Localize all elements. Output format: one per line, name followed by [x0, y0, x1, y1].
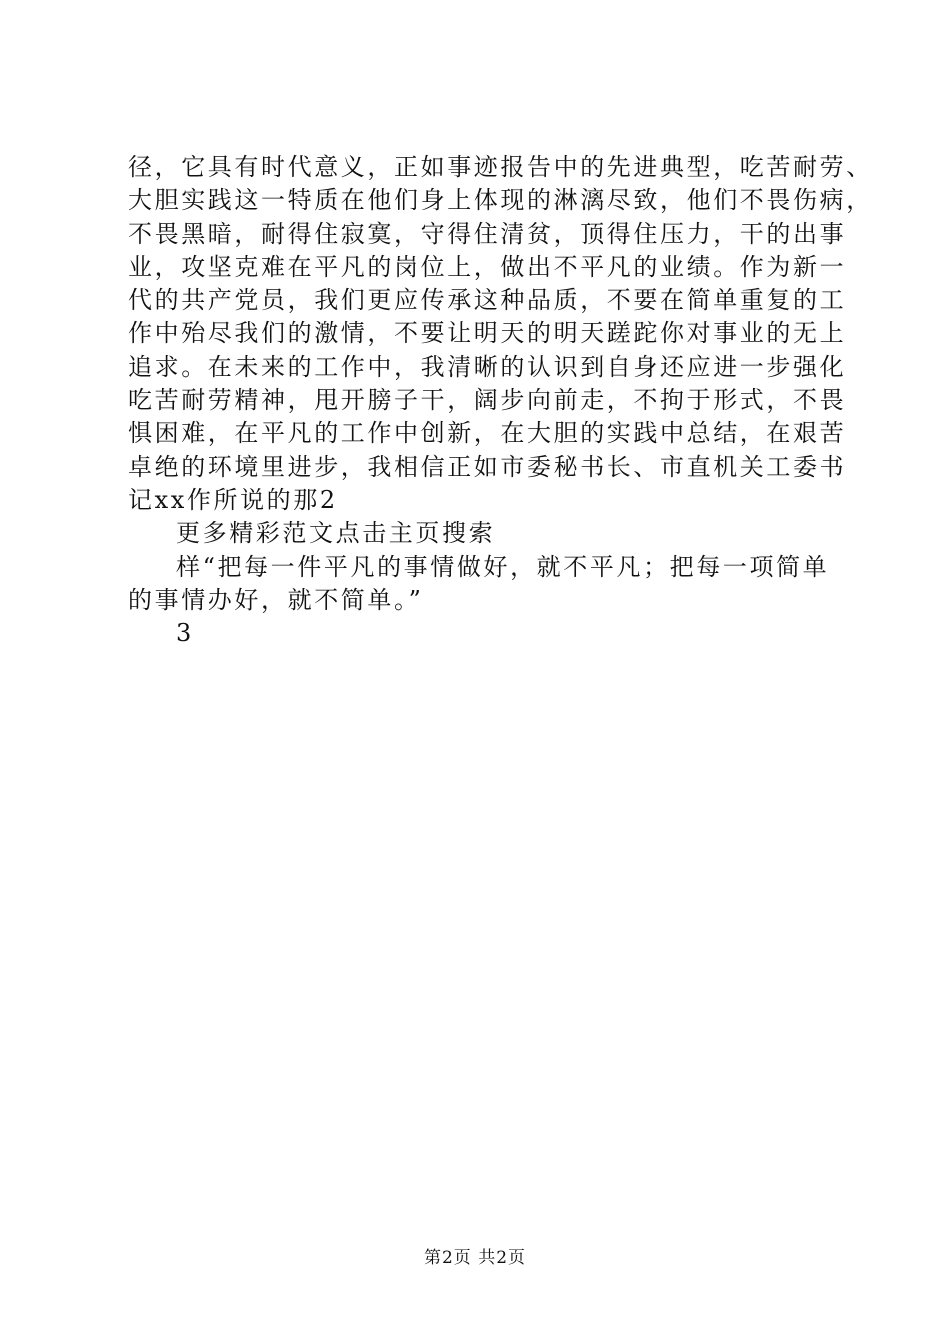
paragraph-line: 记xx作所说的那2 — [128, 485, 338, 514]
paragraph-line: 代的共产党员，我们更应传承这种品质，不要在简单重复的工 — [128, 286, 847, 315]
paragraph-line: 卓绝的环境里进步，我相信正如市委秘书长、市直机关工委书 — [128, 452, 847, 481]
paragraph-line: 业，攻坚克难在平凡的岗位上，做出不平凡的业绩。作为新一 — [128, 252, 847, 281]
paragraph-line: 作中殆尽我们的激情，不要让明天的明天蹉跎你对事业的无上 — [128, 319, 847, 348]
paragraph-line: 惧困难，在平凡的工作中创新，在大胆的实践中总结，在艰苦 — [128, 419, 847, 448]
more-articles-link[interactable]: 更多精彩范文点击主页搜索 — [176, 519, 496, 548]
paragraph-line: 大胆实践这一特质在他们身上体现的淋漓尽致，他们不畏伤病， — [128, 186, 873, 215]
paragraph-line: 的事情办好，就不简单。” — [128, 585, 424, 614]
paragraph-line: 径，它具有时代意义，正如事迹报告中的先进典型，吃苦耐劳、 — [128, 153, 873, 181]
paragraph-line: 不畏黑暗，耐得住寂寞，守得住清贫，顶得住压力，干的出事 — [128, 219, 847, 248]
paragraph-line: 吃苦耐劳精神，甩开膀子干，阔步向前走，不拘于形式，不畏 — [128, 386, 847, 415]
document-body — [128, 151, 873, 650]
page-number-footer: 第2页 共2页 — [423, 1248, 527, 1268]
trailing-number: 3 — [176, 619, 194, 648]
paragraph-line: 追求。在未来的工作中，我清晰的认识到自身还应进一步强化 — [128, 352, 847, 381]
paragraph-line: 样“把每一件平凡的事情做好，就不平凡；把每一项简单 — [176, 552, 830, 581]
